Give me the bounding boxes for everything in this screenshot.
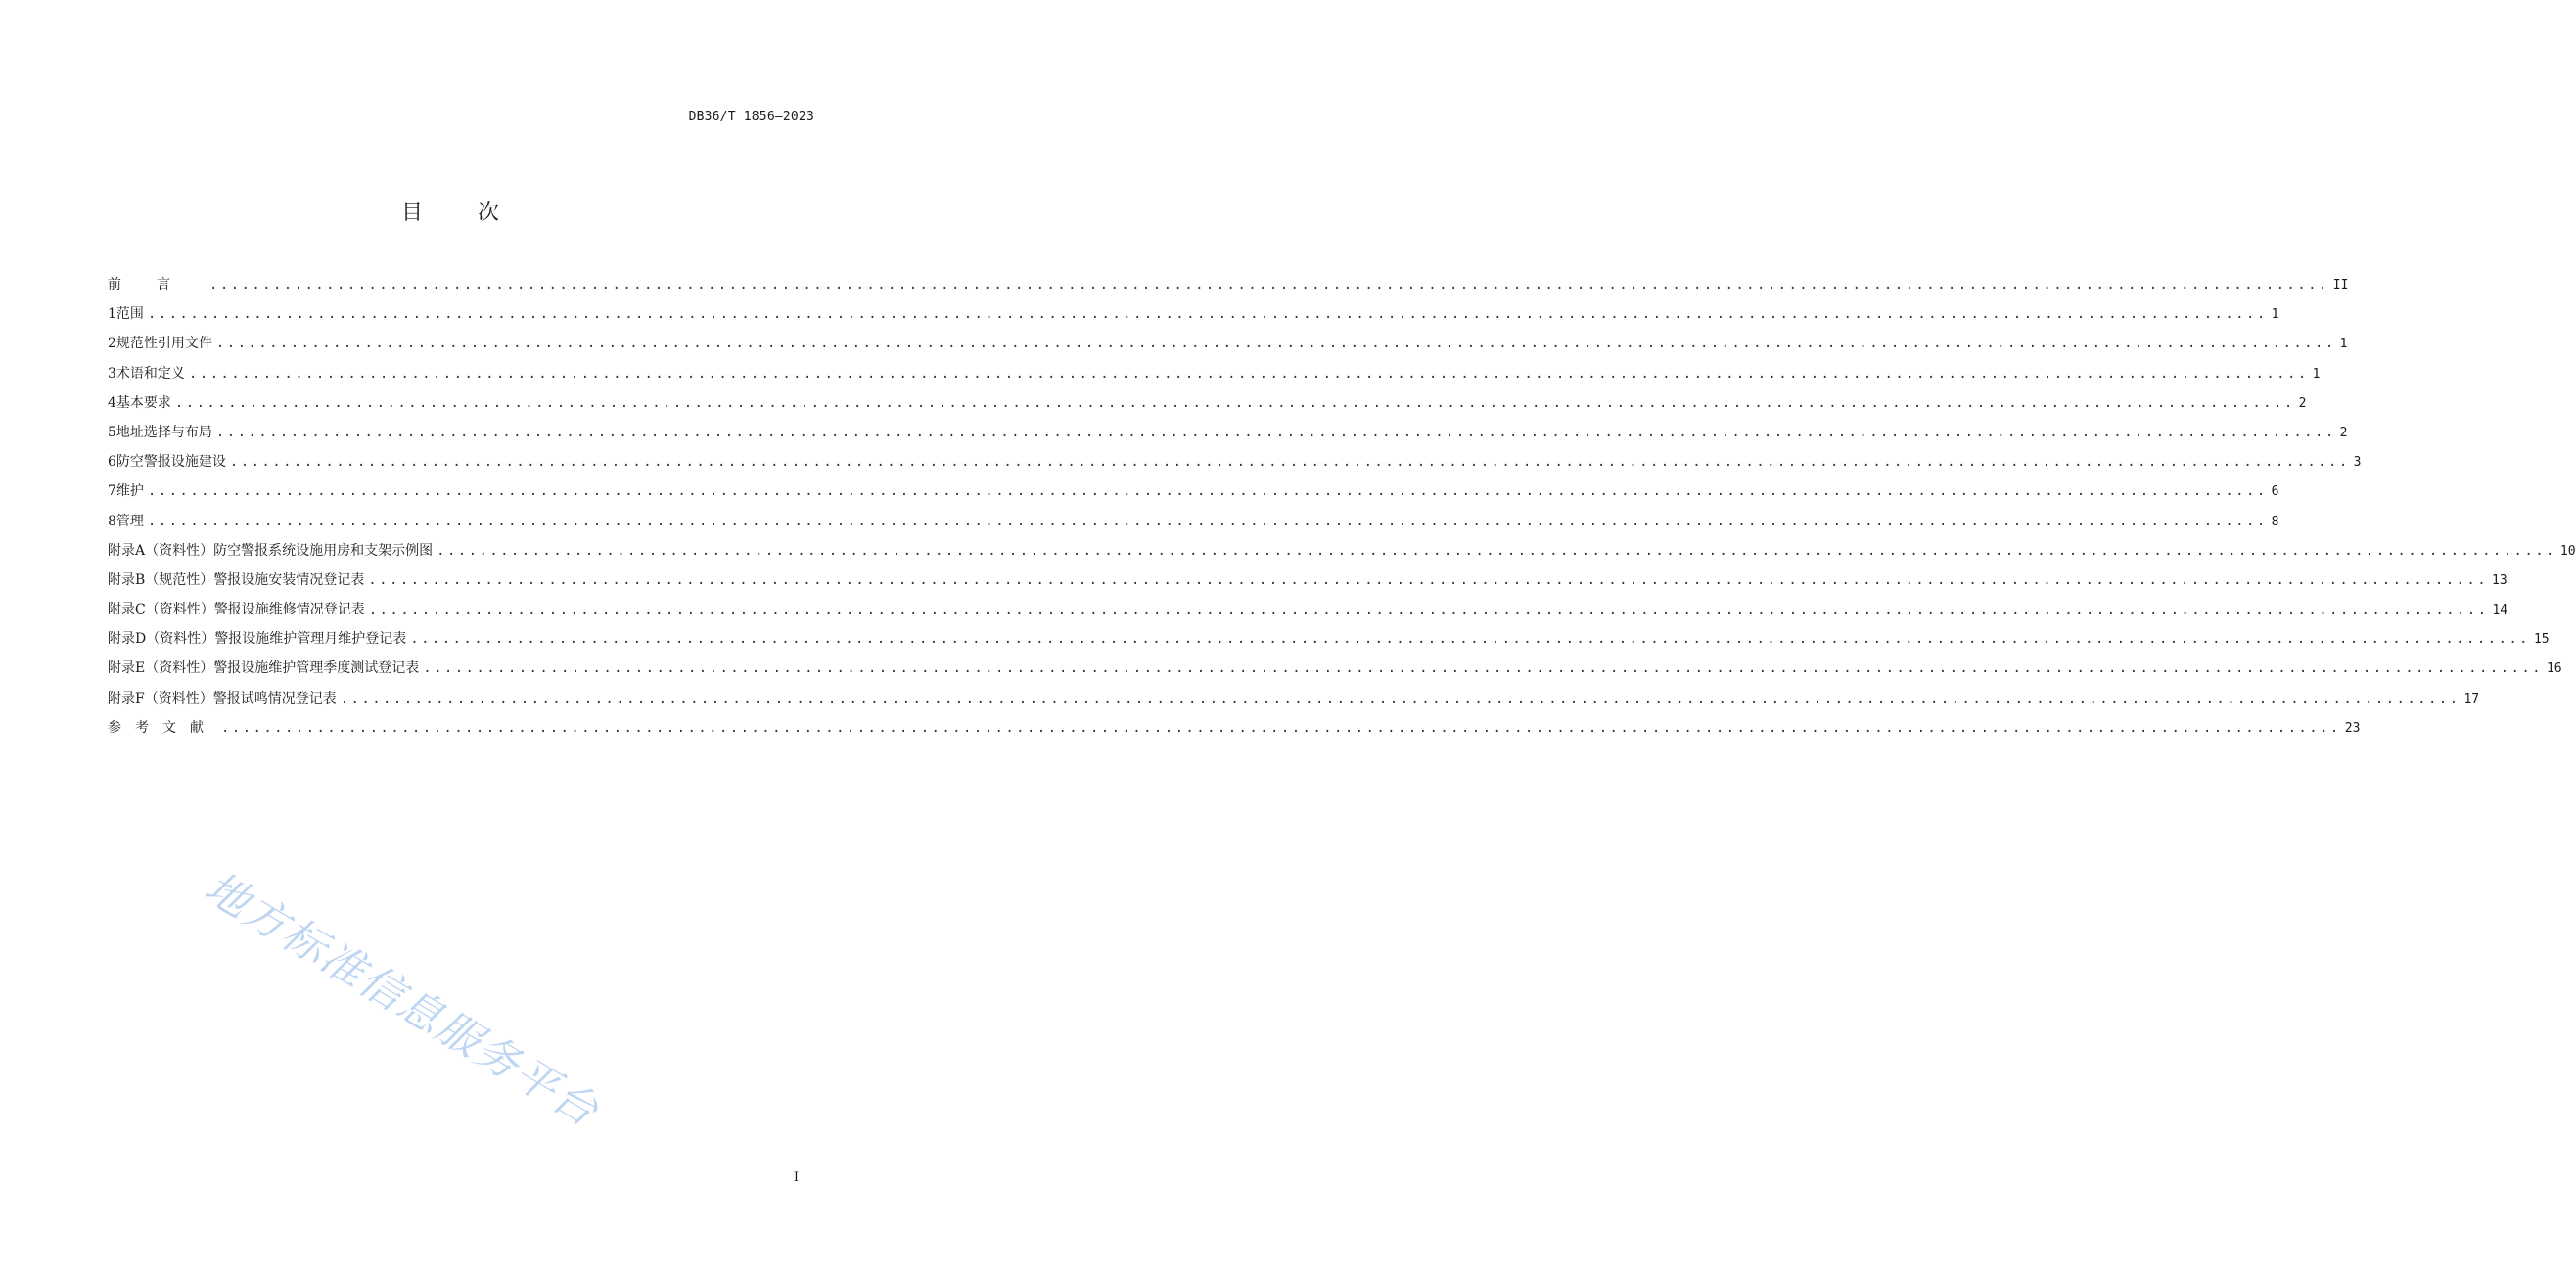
toc-entry-chapter-1[interactable]	[108, 299, 2279, 329]
toc-entry-category: （资料性）	[146, 631, 215, 648]
toc-dot-leader: ........................................................................................................................................................................................................	[188, 365, 2309, 382]
toc-entry-page: 15	[2533, 632, 2550, 648]
toc-entry-appendix-d[interactable]	[108, 624, 2550, 654]
toc-dot-leader: ........................................................................................................................................................................................................	[174, 394, 2295, 411]
toc-dot-leader: ........................................................................................................................................................................................................	[215, 424, 2336, 440]
toc-entry-category: （资料性）	[145, 602, 214, 618]
toc-entry-number: 5	[108, 424, 116, 440]
page-title-char-1: 目	[400, 201, 423, 225]
page-number: I	[793, 1170, 799, 1185]
toc-entry-page: 17	[2463, 691, 2480, 706]
toc-dot-leader: ........................................................................................................................................................................................................	[437, 542, 2556, 559]
document-code: DB36/T 1856—2023	[688, 110, 814, 124]
toc-dot-leader: ........................................................................................................................................................................................................	[147, 513, 2268, 529]
toc-entry-chapter-6[interactable]	[108, 447, 2362, 477]
toc-entry-appendix-f[interactable]	[108, 684, 2480, 713]
toc-entry-appendix-e[interactable]	[108, 654, 2562, 683]
toc-entry-page: 10	[2559, 543, 2576, 559]
toc-entry-number: 附录A	[108, 542, 146, 559]
toc-entry-page: 2	[2339, 425, 2348, 440]
toc-dot-leader: ........................................................................................................................................................................................................	[423, 660, 2543, 677]
toc-entry-label: 管理	[115, 513, 144, 529]
toc-entry-category: （资料性）	[144, 690, 213, 706]
toc-entry-chapter-7[interactable]	[108, 477, 2279, 506]
toc-entry-number: 8	[108, 513, 116, 529]
toc-entry-label: 前言	[108, 277, 206, 293]
table-of-contents	[108, 270, 2576, 743]
toc-entry-page: 14	[2492, 603, 2508, 618]
toc-entry-number: 3	[108, 365, 116, 382]
toc-entry-label: 规范性引用文件	[115, 336, 212, 352]
toc-entry-appendix-b[interactable]	[108, 566, 2507, 595]
toc-entry-chapter-3[interactable]	[108, 359, 2321, 388]
toc-entry-label: 警报试鸣情况登记表	[212, 690, 337, 706]
toc-entry-chapter-2[interactable]	[108, 329, 2348, 358]
toc-entry-number: 附录F	[108, 690, 145, 706]
toc-entry-number: 4	[108, 394, 116, 411]
toc-entry-label: 警报设施维护管理季度测试登记表	[213, 660, 420, 677]
page-title	[0, 196, 900, 226]
toc-entry-appendix-a[interactable]	[108, 536, 2576, 566]
toc-entry-label: 防空警报设施建设	[115, 454, 226, 471]
toc-entry-references[interactable]	[108, 713, 2361, 743]
toc-entry-appendix-c[interactable]	[108, 595, 2508, 624]
toc-entry-number: 附录E	[108, 660, 146, 677]
toc-dot-leader: ........................................................................................................................................................................................................	[340, 690, 2461, 706]
page-title-char-2: 次	[478, 201, 500, 225]
toc-entry-number: 2	[108, 336, 116, 352]
toc-entry-label: 地址选择与布局	[115, 424, 212, 440]
toc-entry-label: 基本要求	[115, 394, 171, 411]
toc-entry-number: 附录C	[108, 602, 146, 618]
toc-dot-leader: ........................................................................................................................................................................................................	[221, 719, 2341, 736]
toc-entry-category: （资料性）	[145, 542, 214, 559]
toc-entry-page: 1	[2312, 366, 2321, 382]
toc-dot-leader: ........................................................................................................................................................................................................	[147, 306, 2268, 323]
toc-entry-label: 范围	[115, 306, 144, 323]
toc-entry-label: 防空警报系统设施用房和支架示例图	[213, 542, 434, 559]
toc-entry-label: 维护	[115, 483, 144, 500]
toc-entry-category: （规范性）	[145, 571, 214, 588]
toc-entry-page: 1	[2339, 337, 2348, 352]
toc-entry-number: 附录B	[108, 571, 146, 588]
toc-entry-label: 参考文献	[108, 719, 217, 736]
toc-dot-leader: ........................................................................................................................................................................................................	[229, 454, 2350, 471]
toc-entry-chapter-5[interactable]	[108, 418, 2348, 447]
toc-entry-label: 警报设施维修情况登记表	[213, 602, 365, 618]
toc-entry-label: 警报设施安装情况登记表	[213, 571, 365, 588]
toc-entry-label: 警报设施维护管理月维护登记表	[214, 631, 407, 648]
toc-entry-number: 7	[108, 483, 116, 500]
toc-entry-number: 附录D	[108, 631, 147, 648]
toc-entry-chapter-4[interactable]	[108, 388, 2307, 418]
toc-entry-category: （资料性）	[145, 660, 214, 677]
toc-dot-leader: ........................................................................................................................................................................................................	[147, 483, 2268, 500]
toc-entry-page: 13	[2492, 572, 2507, 588]
toc-entry-page: 2	[2298, 395, 2307, 411]
toc-entry-page: 6	[2271, 484, 2279, 500]
toc-dot-leader: ........................................................................................................................................................................................................	[368, 602, 2489, 618]
toc-entry-page: 23	[2344, 720, 2361, 736]
toc-entry-number: 1	[108, 306, 116, 323]
toc-entry-page: 8	[2271, 514, 2279, 529]
toc-dot-leader: ........................................................................................................................................................................................................	[215, 336, 2336, 352]
watermark: 地方标准信息服务平台	[196, 862, 608, 1138]
toc-entry-foreword[interactable]	[108, 270, 2349, 299]
toc-entry-page: 3	[2353, 455, 2362, 471]
toc-dot-leader: ........................................................................................................................................................................................................	[209, 277, 2329, 293]
toc-entry-chapter-8[interactable]	[108, 507, 2279, 536]
toc-entry-label: 术语和定义	[115, 365, 185, 382]
toc-entry-number: 6	[108, 454, 116, 471]
toc-entry-page: II	[2332, 278, 2349, 293]
toc-dot-leader: ........................................................................................................................................................................................................	[410, 631, 2530, 648]
toc-entry-page: 16	[2546, 661, 2562, 677]
toc-dot-leader: ........................................................................................................................................................................................................	[368, 571, 2489, 588]
toc-entry-page: 1	[2271, 307, 2279, 323]
